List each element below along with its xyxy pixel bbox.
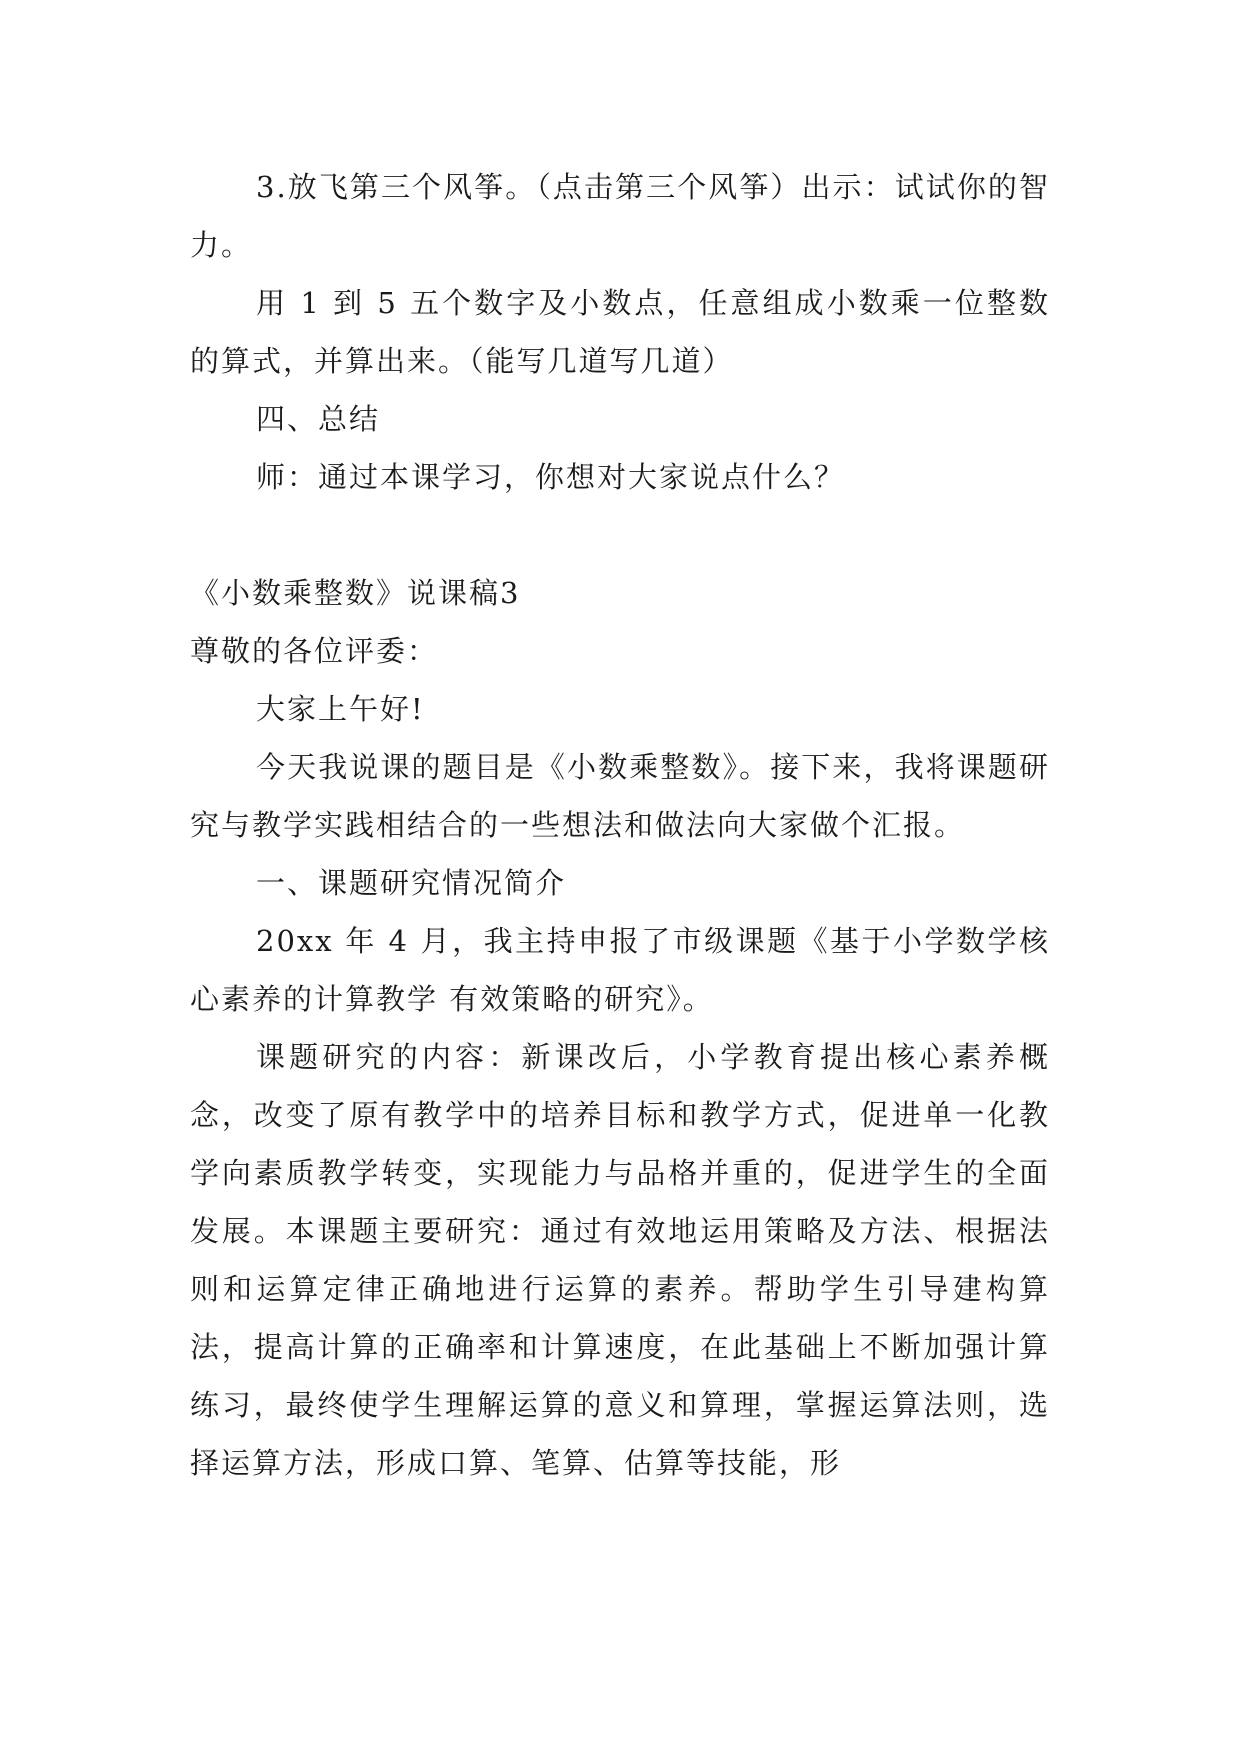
paragraph-teacher-question: 师：通过本课学习，你想对大家说点什么？ (256, 460, 846, 494)
paragraph-research-project: 20xx 年 4 月，我主持申报了市级课题《基于小学数学核心素养的计算教学 有效策略的研究》。 (190, 924, 1050, 1016)
heading-summary: 四、总结 (256, 402, 381, 436)
heading-research-overview: 一、课题研究情况简介 (256, 866, 567, 900)
paragraph-research-content: 课题研究的内容：新课改后，小学教育提出核心素养概念，改变了原有教学中的培养目标和教学方式，促进单一化教学向素质教学转变，实现能力与品格并重的，促进学生的全面发展。本课题主要研究：通过有效地运用策略及方法、根据法则和运算定律正确地进行运算的素养。帮助学生引导建构算法，提高计算的正确率和计算速度，在此基础上不断加强计算练习，最终使学生理解运算的意义和算理，掌握运算法则，选择运算方法，形成口算、笔算、估算等技能，形 (190, 1040, 1050, 1480)
section-gap (190, 506, 1050, 564)
document-body (190, 158, 1050, 1492)
salutation: 尊敬的各位评委： (190, 634, 439, 668)
section-title: 《小数乘整数》说课稿3 (190, 576, 521, 610)
greeting: 大家上午好! (256, 692, 425, 726)
paragraph-kite-three: 3.放飞第三个风筝。（点击第三个风筝）出示：试试你的智力。 (190, 170, 1050, 262)
paragraph-digits-task: 用 1 到 5 五个数字及小数点，任意组成小数乘一位整数的算式，并算出来。（能写几道写几道） (190, 286, 1050, 378)
paragraph-intro: 今天我说课的题目是《小数乘整数》。接下来，我将课题研究与教学实践相结合的一些想法和做法向大家做个汇报。 (190, 750, 1050, 842)
